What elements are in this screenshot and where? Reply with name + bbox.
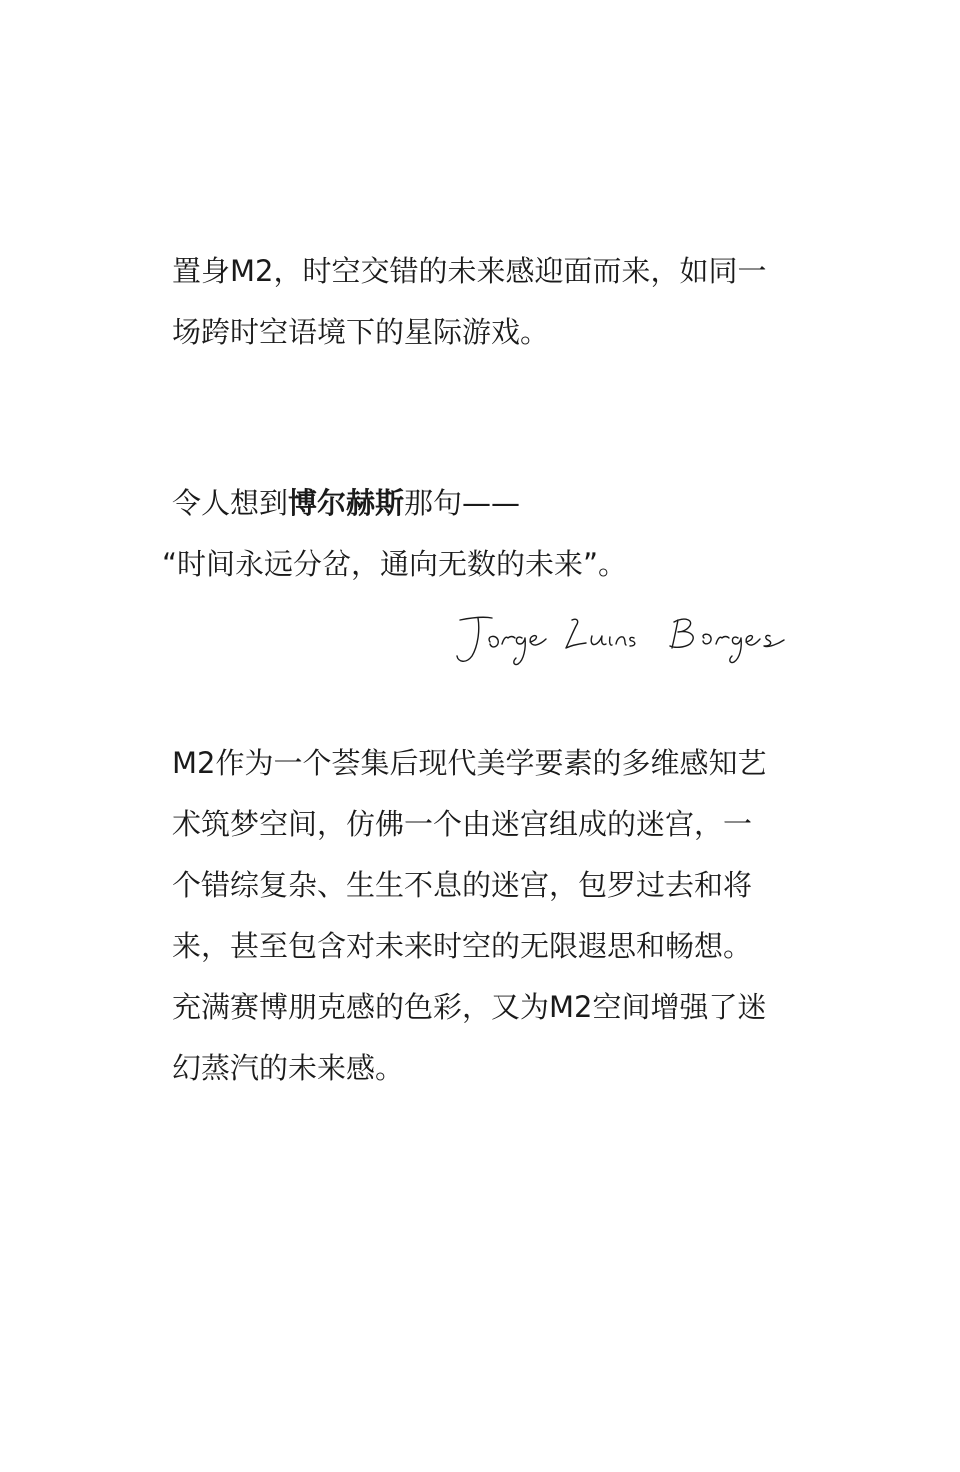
text-line: 来，甚至包含对未来时空的无限遐思和畅想。 xyxy=(172,929,753,963)
quote-text: “时间永远分岔，通向无数的未来”。 xyxy=(162,547,628,581)
author-name: 博尔赫斯 xyxy=(288,486,405,520)
text-line: M2作为一个荟集后现代美学要素的多维感知艺 xyxy=(172,746,767,780)
text-line: 场跨时空语境下的星际游戏。 xyxy=(172,315,550,349)
text-line: 个错综复杂、生生不息的迷宫，包罗过去和将 xyxy=(172,868,753,902)
text-line: 置身M2，时空交错的未来感迎面而来，如同一 xyxy=(172,254,767,288)
quote-paragraph xyxy=(162,473,812,595)
quote-intro-line xyxy=(172,473,812,534)
quote-intro-suffix: 那句—— xyxy=(404,486,521,520)
description-paragraph xyxy=(172,733,812,1099)
quote-intro-prefix: 令人想到 xyxy=(172,486,289,520)
handwritten-signature xyxy=(452,606,788,670)
signature xyxy=(452,606,788,670)
text-line: 充满赛博朋克感的色彩，又为M2空间增强了迷 xyxy=(172,990,767,1024)
intro-paragraph xyxy=(172,241,812,363)
text-line: 幻蒸汽的未来感。 xyxy=(172,1051,405,1085)
text-line: 术筑梦空间，仿佛一个由迷宫组成的迷宫，一 xyxy=(172,807,753,841)
